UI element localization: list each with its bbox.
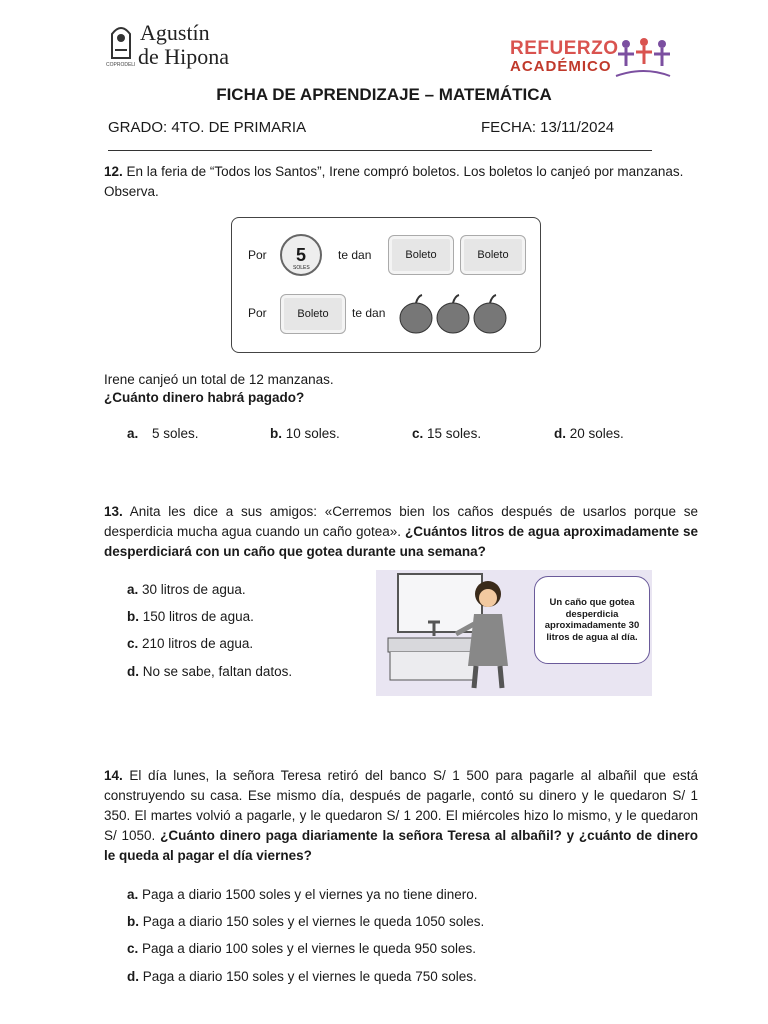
question-12-statement: Irene canjeó un total de 12 manzanas. bbox=[104, 372, 334, 387]
coin-label: SOLES bbox=[293, 265, 310, 271]
boleto-card-3-label: Boleto bbox=[297, 308, 329, 320]
panel-por-2: Por bbox=[248, 306, 267, 320]
q13-option-d[interactable] bbox=[127, 664, 292, 679]
option-letter: c. bbox=[412, 426, 424, 441]
question-14-number: 14. bbox=[104, 768, 123, 783]
question-14 bbox=[104, 766, 698, 866]
option-text: 210 litros de agua. bbox=[142, 636, 254, 651]
speech-bubble-text: Un caño que gotea desperdicia aproximadamente 30 litros de agua al día. bbox=[544, 597, 640, 643]
program-logo bbox=[506, 36, 676, 84]
apples-group bbox=[398, 292, 508, 336]
option-text: 30 litros de agua. bbox=[142, 582, 246, 597]
option-letter: c. bbox=[127, 636, 139, 651]
q12-option-b[interactable] bbox=[270, 426, 340, 441]
question-13-question: ¿Cuántos litros de agua aproximadamente se desperdiciará con un caño que gotea durante una semana? bbox=[104, 524, 698, 559]
school-crest-icon bbox=[106, 20, 136, 60]
date-label: FECHA: 13/11/2024 bbox=[481, 119, 615, 136]
speech-bubble bbox=[534, 576, 650, 664]
option-letter: d. bbox=[127, 969, 139, 984]
header-divider bbox=[108, 150, 652, 151]
program-logo-line1: REFUERZO bbox=[510, 38, 619, 59]
school-name-line1: Agustín bbox=[140, 20, 210, 45]
program-figures-icon bbox=[614, 36, 672, 80]
option-text: Paga a diario 100 soles y el viernes le queda 950 soles. bbox=[142, 941, 476, 956]
panel-por-1: Por bbox=[248, 248, 267, 262]
option-text: 10 soles. bbox=[285, 426, 340, 441]
question-14-text: El día lunes, la señora Teresa retiró del banco S/ 1 500 para pagarle al albañil que está construyendo su casa. Ese mismo día, después de pagarle, contó su dinero y le quedaron S/ 1 350. El martes volvió a pagarle, y le quedaron S/ 1 200. El miércoles hizo lo mismo, y le quedaron S/ 1050. bbox=[104, 768, 698, 843]
option-letter: d. bbox=[554, 426, 566, 441]
page-title: FICHA DE APRENDIZAJE – MATEMÁTICA bbox=[216, 85, 552, 104]
apple-icon bbox=[400, 295, 432, 333]
option-text: 20 soles. bbox=[569, 426, 624, 441]
q12-option-a[interactable] bbox=[127, 426, 199, 441]
q14-option-c[interactable] bbox=[127, 941, 476, 956]
q14-option-a[interactable] bbox=[127, 887, 478, 902]
q13-option-c[interactable] bbox=[127, 636, 253, 651]
option-letter: a. bbox=[127, 582, 139, 597]
option-letter: d. bbox=[127, 664, 139, 679]
question-14-question: ¿Cuánto dinero paga diariamente la señora Teresa al albañil? y ¿cuánto de dinero le queda al pagar el día viernes? bbox=[104, 828, 698, 863]
question-13-number: 13. bbox=[104, 504, 123, 519]
option-text: Paga a diario 150 soles y el viernes le queda 750 soles. bbox=[142, 969, 477, 984]
option-letter: b. bbox=[127, 914, 139, 929]
boleto-card-2 bbox=[460, 235, 526, 275]
option-letter: c. bbox=[127, 941, 139, 956]
option-text: 15 soles. bbox=[427, 426, 482, 441]
question-13 bbox=[104, 502, 698, 562]
q13-option-b[interactable] bbox=[127, 609, 254, 624]
school-logo-small-text: COPRODELI bbox=[106, 62, 136, 68]
question-12-question: ¿Cuánto dinero habrá pagado? bbox=[104, 390, 305, 405]
coin-value: 5 bbox=[295, 244, 306, 265]
option-letter: b. bbox=[270, 426, 282, 441]
question-12-number: 12. bbox=[104, 164, 123, 179]
option-text: Paga a diario 1500 soles y el viernes ya no tiene dinero. bbox=[142, 887, 478, 902]
q14-option-b[interactable] bbox=[127, 914, 484, 929]
panel-te-dan-1: te dan bbox=[338, 248, 372, 262]
apple-icon bbox=[437, 295, 469, 333]
q12-option-c[interactable] bbox=[412, 426, 481, 441]
school-logo bbox=[106, 18, 236, 74]
exchange-panel bbox=[231, 217, 541, 353]
option-letter: b. bbox=[127, 609, 139, 624]
program-logo-line2: ACADÉMICO bbox=[510, 58, 612, 75]
boleto-card-2-label: Boleto bbox=[477, 249, 509, 261]
question-12-text: En la feria de “Todos los Santos”, Irene compró boletos. Los boletos lo canjeó por manzanas. Observa. bbox=[104, 164, 684, 199]
school-name-line2: de Hipona bbox=[138, 44, 230, 69]
q13-option-a[interactable] bbox=[127, 582, 246, 597]
panel-te-dan-2: te dan bbox=[352, 306, 386, 320]
question-12 bbox=[104, 162, 698, 202]
boleto-card-1 bbox=[388, 235, 454, 275]
question-13-text: Anita les dice a sus amigos: «Cerremos bien los caños después de usarlos porque se desperdicia mucha agua cuando un caño gotea». bbox=[104, 504, 698, 539]
boleto-card-3 bbox=[280, 294, 346, 334]
apple-icon bbox=[474, 295, 506, 333]
option-letter: a. bbox=[127, 426, 139, 441]
option-text: No se sabe, faltan datos. bbox=[142, 664, 293, 679]
q12-option-d[interactable] bbox=[554, 426, 624, 441]
boleto-card-1-label: Boleto bbox=[405, 249, 437, 261]
q14-option-d[interactable] bbox=[127, 969, 477, 984]
option-text: 150 litros de agua. bbox=[142, 609, 254, 624]
option-letter: a. bbox=[127, 887, 139, 902]
option-text: Paga a diario 150 soles y el viernes le queda 1050 soles. bbox=[142, 914, 485, 929]
grade-label: GRADO: 4TO. DE PRIMARIA bbox=[108, 119, 307, 136]
option-text: 5 soles. bbox=[152, 426, 199, 441]
